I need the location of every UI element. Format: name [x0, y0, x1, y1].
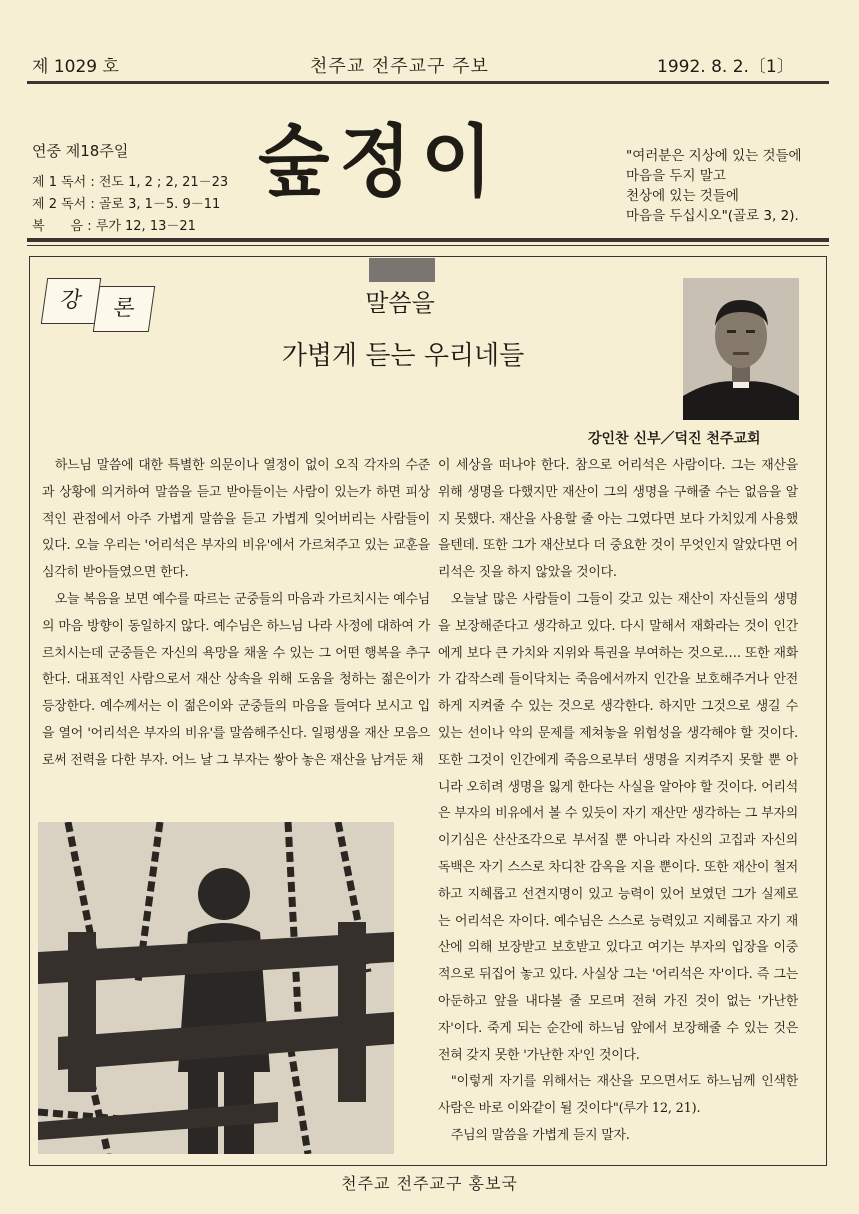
masthead-title: 숲정이: [258, 116, 503, 208]
motto-line: 마음을 두십시오"(골로 3, 2).: [626, 208, 799, 224]
liturgical-week: 연중 제18주일: [32, 142, 129, 160]
article-title-line1: 말씀을: [365, 289, 435, 317]
motto-line: 마음을 두지 말고: [626, 168, 726, 184]
article-left-column: [42, 453, 430, 775]
motto-line: "여러분은 지상에 있는 것들에: [626, 148, 802, 164]
article-right-column: [438, 453, 798, 1150]
title-tab-marker: [369, 258, 435, 282]
priest-portrait-icon: [683, 278, 799, 420]
masthead-rule-thick: [27, 238, 829, 242]
scales-photo: [38, 822, 394, 1154]
sermon-badge: [44, 276, 164, 336]
balance-scale-figure-icon: [38, 822, 394, 1154]
article-paragraph: 오늘날 많은 사람들이 그들이 갖고 있는 재산이 자신들의 생명을 보장해준다고 생각하고 있다. 다시 말해서 재화라는 것이 인간에게 보다 큰 가치와 지위와 특권을 부여하는 것으로…. 또한 재화가 갑작스레 들이닥치는 죽음에서까지 인간을 보호해주거나 안전하게 지켜줄 수 있는 것으로 생각한다. 하지만 그것으로 생길 수 있는 선이나 악의 문제를 제쳐놓을 위험성을 생각해야 할 것이다. 또한 그것이 인간에게 죽음으로부터 생명을 지켜주지 못할 뿐 아니라 오히려 생명을 잃게 한다는 사실을 알아야 할 것이다. 어리석은 부자의 비유에서 볼 수 있듯이 자기 재산만 생각하는 그 부자의 이기심은 산산조각으로 부서질 뿐 아니라 자신의 고집과 자신의 독백은 자기 스스로 차디찬 감옥을 지을 뿐이다. 또한 재산이 철저하고 지혜롭고 선견지명이 있고 능력이 있어 보였던 그가 실제로는 어리석은 자이다. 예수님은 스스로 능력있고 지혜롭고 자기 재산에 의해 보장받고 보호받고 있다고 여기는 부자의 입장을 이중적으로 뒤집어 놓고 있다. 사실상 그는 '어리석은 자'이다. 즉 그는 아둔하고 앞을 내다볼 줄 모르며 전혀 가진 것이 없는 '가난한 자'이다. 죽게 되는 순간에 하느님 앞에서 보장해줄 수 있는 것은 전혀 갖지 못한 '가난한 자'인 것이다.: [438, 591, 798, 1063]
author-photo: [683, 278, 799, 420]
closing-line: 주님의 말씀을 가볍게 듣지 말자.: [450, 1127, 630, 1143]
article-title-line2: 가볍게 듣는 우리네들: [281, 341, 525, 371]
issue-number: 제 1029 호: [32, 57, 119, 77]
author-byline: 강인찬 신부／덕진 천주교회: [588, 431, 761, 447]
badge-char-2: 론: [93, 286, 155, 332]
readings-list: [32, 172, 228, 238]
reading-second: 제 2 독서 : 골로 3, 1－5. 9－11: [32, 197, 221, 212]
article-paragraph: 하느님 말씀에 대한 특별한 의문이나 열정이 없이 오직 각자의 수준과 상황에 의거하여 말씀을 듣고 받아들이는 사람이 있는가 하면 피상적인 관점에서 아주 가볍게 말씀을 듣고 가볍게 잊어버리는 사람들이 있다. 오늘 우리는 '어리석은 부자의 비유'에서 가르쳐주고 있는 교훈을 심각히 받아들였으면 한다.: [42, 458, 430, 581]
article-paragraph: 이 세상을 떠나야 한다. 참으로 어리석은 사람이다. 그는 재산을 위해 생명을 다했지만 재산이 그의 생명을 구해줄 수는 없음을 알지 못했다. 재산을 사용할 줄 아는 그였다면 보다 가치있게 사용했을텐데. 또한 그가 재산보다 더 중요한 것이 무엇인지 알았다면 어리석은 짓을 하지 않았을 것이다.: [438, 458, 798, 581]
motto-quote: [626, 146, 802, 226]
footer-publisher: 천주교 전주교구 홍보국: [341, 1174, 518, 1193]
motto-line: 천상에 있는 것들에: [626, 188, 739, 204]
issue-date: 1992. 8. 2.〔1〕: [657, 57, 794, 77]
reading-gospel: 복 음 : 루가 12, 13－21: [32, 219, 196, 234]
masthead-rule-thin: [27, 245, 829, 246]
scripture-quote: "이렇게 자기를 위해서는 재산을 모으면서도 하느님께 인색한 사람은 바로 이와같이 될 것이다"(루가 12, 21).: [438, 1074, 798, 1117]
reading-first: 제 1 독서 : 전도 1, 2 ; 2, 21－23: [32, 175, 229, 190]
header-rule: [27, 81, 829, 84]
article-paragraph: 오늘 복음을 보면 예수를 따르는 군중들의 마음과 가르치시는 예수님의 마음 방향이 동일하지 않다. 예수님은 하느님 나라 사정에 대하여 가르치시는데 군중들은 자신의 욕망을 채울 수 있는 그 어떤 행복을 추구한다. 대표적인 사람으로서 재산 상속을 위해 도움을 청하는 젊은이가 등장한다. 예수께서는 이 젊은이와 군중들의 마음을 들여다 보시고 입을 열어 '어리석은 부자의 비유'를 말씀해주신다. 일평생을 재산 모음으로써 전력을 다한 부자. 어느 날 그 부자는 쌓아 놓은 재산을 남겨둔 채: [42, 591, 430, 768]
badge-char-1: 강: [41, 278, 101, 324]
publication-name: 천주교 전주교구 주보: [310, 56, 489, 77]
